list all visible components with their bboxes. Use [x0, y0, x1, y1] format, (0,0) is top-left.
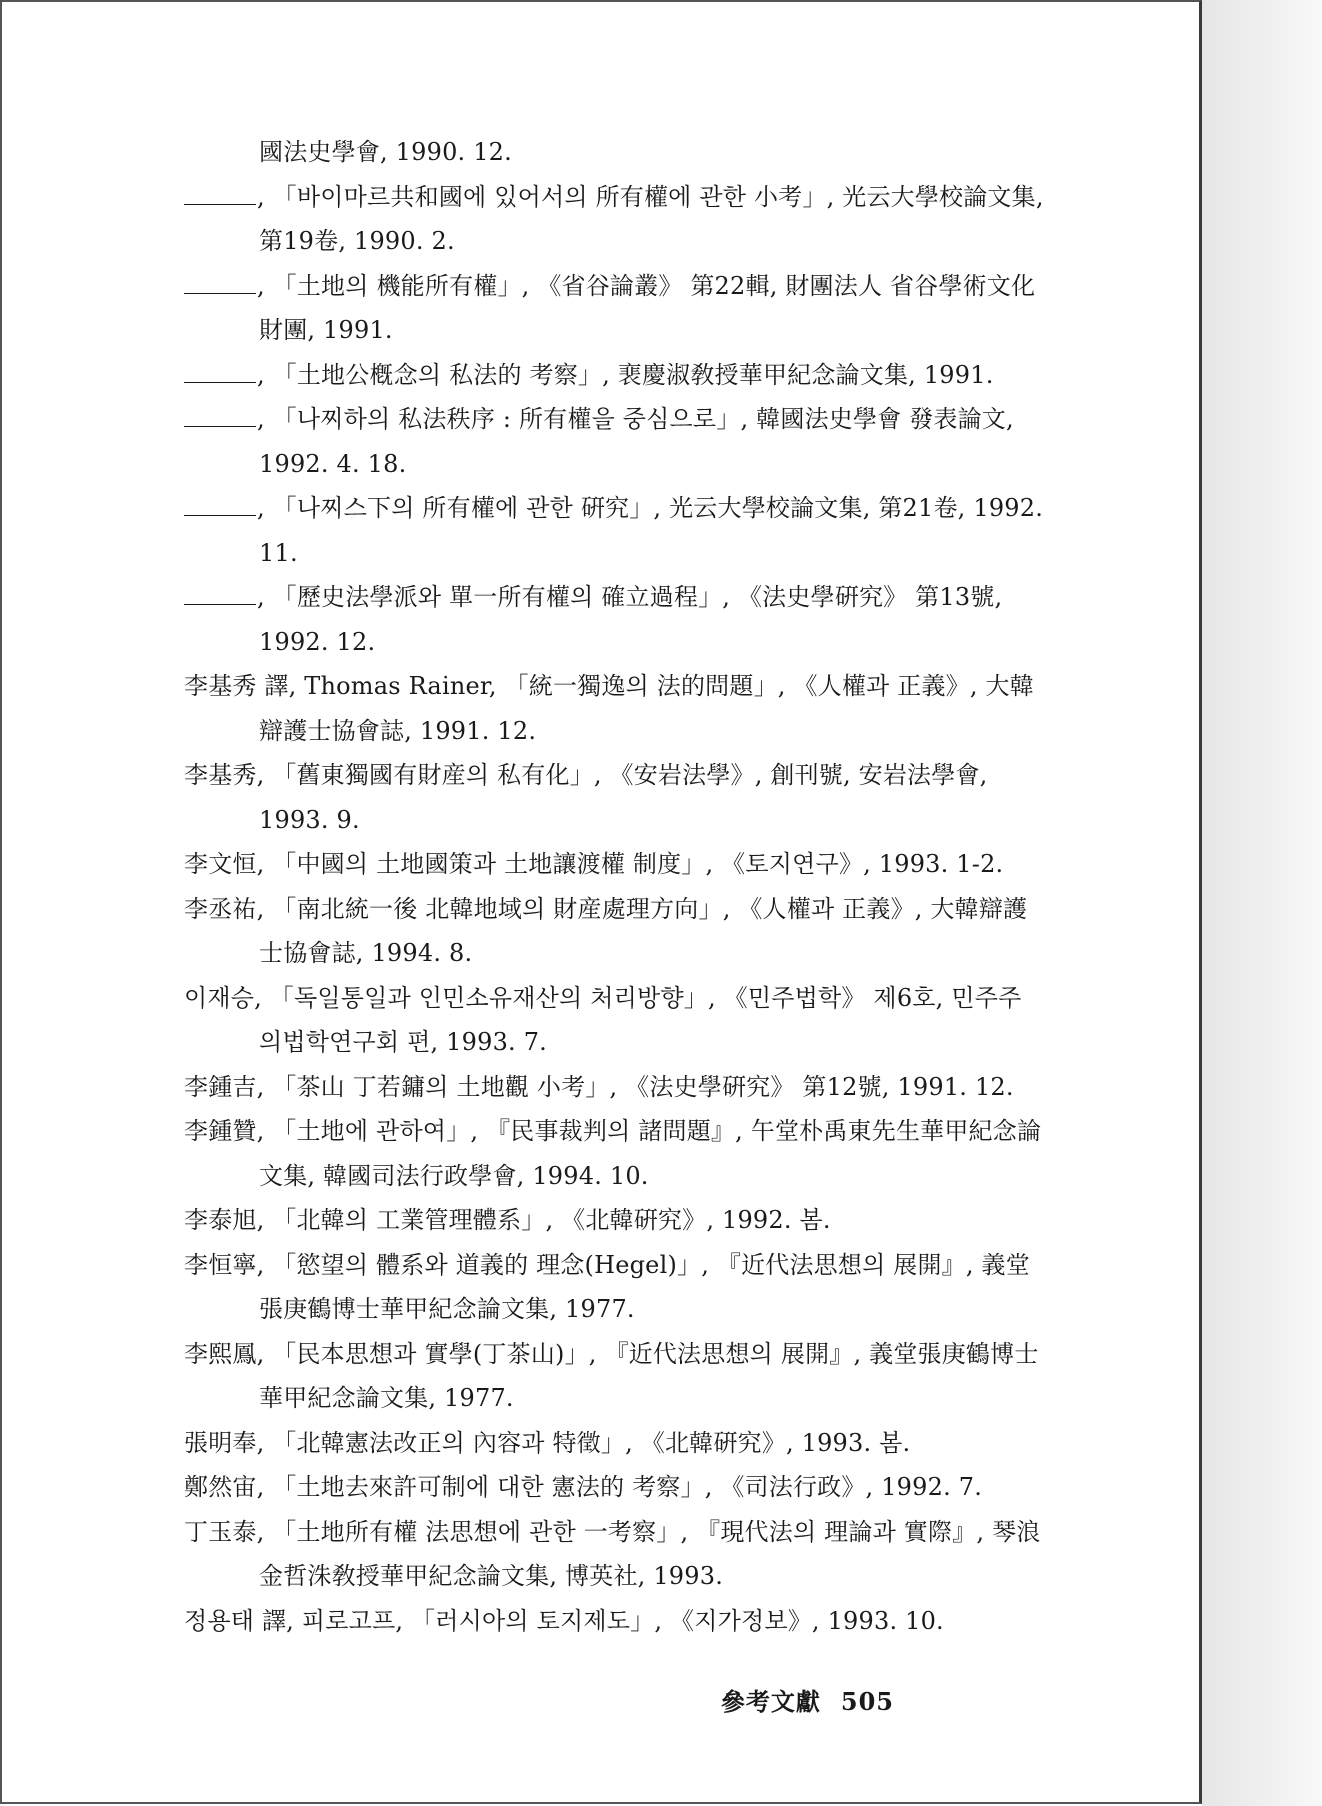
- running-section-title: 參考文獻: [720, 1687, 821, 1716]
- bibliography-entry: , 「나찌스下의 所有權에 관한 硏究」, 光云大學校論文集, 第21卷, 1992. 11.: [184, 486, 1044, 575]
- page-edge-shadow: [1202, 0, 1322, 1806]
- bibliography-entry: 이재승, 「독일통일과 인민소유재산의 처리방향」, 《민주법학》 제6호, 민주주의법학연구회 편, 1993. 7.: [184, 983, 1022, 1056]
- bibliography-entry: 張明奉, 「北韓憲法改正의 內容과 特徵」, 《北韓硏究》, 1993. 봄.: [184, 1428, 911, 1457]
- bibliography-entry-continuation: 國法史學會, 1990. 12.: [259, 138, 512, 166]
- same-author-dash: [184, 514, 256, 516]
- bibliography-entry: 李鍾贊, 「土地에 관하여」, 『民事裁判의 諸問題』, 午堂朴禹東先生華甲紀念論文集, 韓國司法行政學會, 1994. 10.: [184, 1117, 1042, 1190]
- bibliography-entry: , 「土地의 機能所有權」, 《省谷論叢》 第22輯, 財團法人 省谷學術文化財團, 1991.: [184, 264, 1044, 353]
- bibliography-entry: , 「歷史法學派와 單一所有權의 確立過程」, 《法史學硏究》 第13號, 1992. 12.: [184, 575, 1044, 664]
- bibliography-entry: , 「나찌하의 私法秩序 : 所有權을 중심으로」, 韓國法史學會 發表論文, 1992. 4. 18.: [184, 397, 1044, 486]
- bibliography-entry: 李泰旭, 「北韓의 工業管理體系」, 《北韓硏究》, 1992. 봄.: [184, 1206, 831, 1234]
- same-author-dash: [184, 203, 256, 205]
- bibliography-list: [184, 130, 1052, 1643]
- bibliography-entry: , 「바이마르共和國에 있어서의 所有權에 관한 小考」, 光云大學校論文集, 第19卷, 1990. 2.: [184, 175, 1044, 264]
- bibliography-entry: 李恒寧, 「慾望의 體系와 道義的 理念(Hegel)」, 『近代法思想의 展開』, 義堂張庚鶴博士華甲紀念論文集, 1977.: [184, 1250, 1030, 1323]
- bibliography-entry: , 「土地公槪念의 私法的 考察」, 裵慶淑敎授華甲紀念論文集, 1991.: [184, 353, 1044, 398]
- bibliography-entry: 李文恒, 「中國의 土地國策과 土地讓渡權 制度」, 《토지연구》, 1993. 1-2.: [184, 850, 1004, 878]
- page-number: 505: [840, 1687, 894, 1716]
- bibliography-entry: 丁玉泰, 「土地所有權 法思想에 관한 一考察」, 『現代法의 理論과 實際』, 琴浪金哲洙敎授華甲紀念論文集, 博英社, 1993.: [184, 1517, 1041, 1590]
- bibliography-entry: 李鍾吉, 「茶山 丁若鏞의 土地觀 小考」, 《法史學硏究》 第12號, 1991. 12.: [184, 1072, 1014, 1101]
- bibliography-entry: 李基秀 譯, Thomas Rainer, 「統一獨逸의 法的問題」, 《人權과 正義》, 大韓辯護士協會誌, 1991. 12.: [184, 672, 1034, 745]
- same-author-dash: [184, 425, 256, 427]
- same-author-dash: [184, 292, 256, 294]
- bibliography-entry: 李熙鳳, 「民本思想과 實學(丁茶山)」, 『近代法思想의 展開』, 義堂張庚鶴博士華甲紀念論文集, 1977.: [184, 1339, 1039, 1412]
- same-author-dash: [184, 603, 256, 605]
- bibliography-entry: 李丞祐, 「南北統一後 北韓地域의 財産處理方向」, 《人權과 正義》, 大韓辯護士協會誌, 1994. 8.: [184, 894, 1028, 967]
- same-author-dash: [184, 381, 256, 383]
- bibliography-entry: 鄭然宙, 「土地去來許可制에 대한 憲法的 考察」, 《司法行政》, 1992. 7.: [184, 1473, 983, 1501]
- bibliography-entry: 李基秀, 「舊東獨國有財産의 私有化」, 《安岩法學》, 創刊號, 安岩法學會, 1993. 9.: [184, 761, 996, 834]
- bibliography-entry: 정용태 譯, 피로고프, 「러시아의 토지제도」, 《지가정보》, 1993. 10.: [184, 1606, 944, 1635]
- page-footer: [721, 1682, 894, 1717]
